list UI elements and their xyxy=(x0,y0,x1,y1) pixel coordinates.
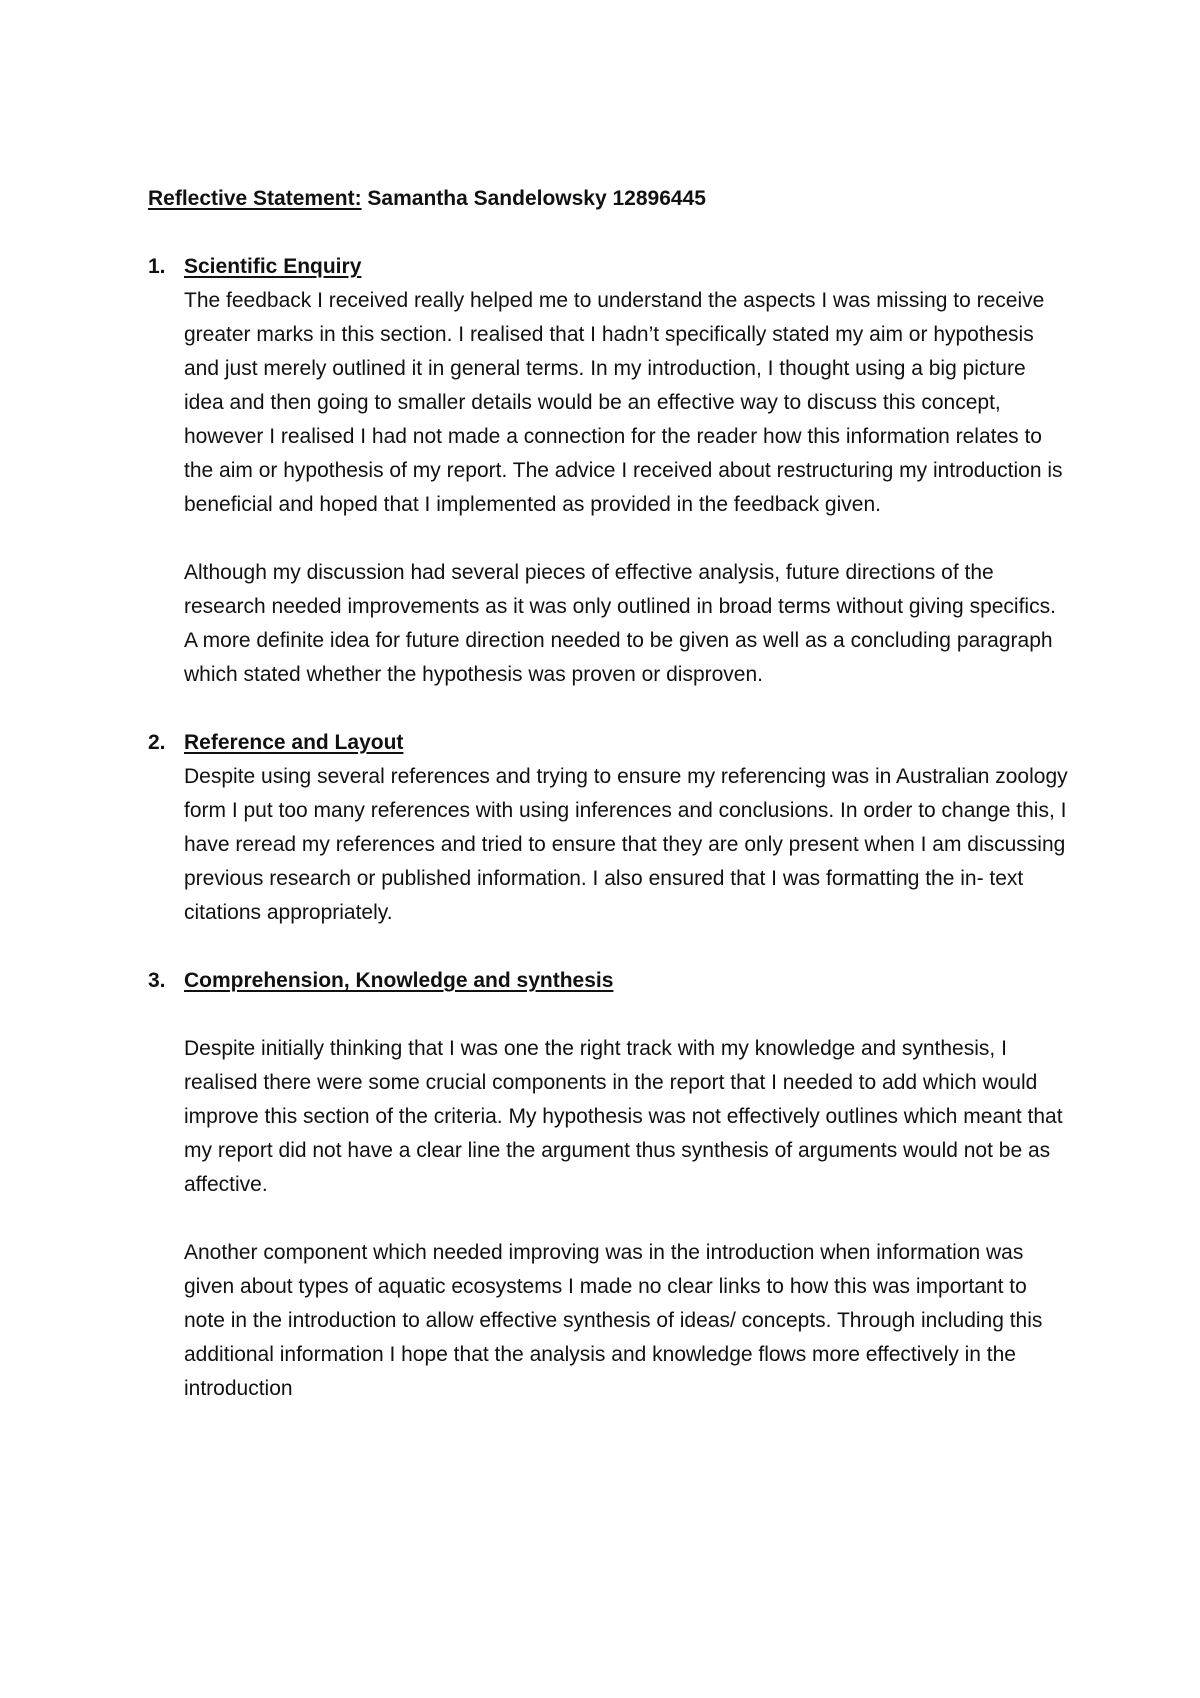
section-reference-and-layout xyxy=(148,726,1068,930)
paragraph: Another component which needed improving was in the introduction when information was given about types of aquatic ecosystems I made no clear links to how this was important to note in the introduction to allow effective synthesis of ideas/ concepts. Through including this additional information I hope that the analysis and knowledge flows more effectively in the introduction xyxy=(184,1241,1043,1400)
paragraph: Although my discussion had several pieces of effective analysis, future directions of the research needed improvements as it was only outlined in broad terms without giving specifics. A more definite idea for future direction needed to be given as well as a concluding paragraph which stated whether the hypothesis was proven or disproven. xyxy=(184,561,1056,686)
spacer xyxy=(184,522,1068,556)
section-title: Comprehension, Knowledge and synthesis xyxy=(184,969,614,992)
spacer xyxy=(184,998,1068,1032)
spacer xyxy=(184,1202,1068,1236)
section-heading xyxy=(148,250,1068,284)
section-heading xyxy=(148,726,1068,760)
paragraph: Despite using several references and trying to ensure my referencing was in Australian zoology form I put too many references with using inferences and conclusions. In order to change this, I have reread my references and tried to ensure that they are only present when I am discussing previous research or published information. I also ensured that I was formatting the in- text citations appropriately. xyxy=(184,765,1068,924)
document-body xyxy=(148,182,1068,1406)
section-number: 1. xyxy=(148,255,166,278)
paragraph: The feedback I received really helped me to understand the aspects I was missing to receive greater marks in this section. I realised that I hadn’t specifically stated my aim or hypothesis and just merely outlined it in general terms. In my introduction, I thought using a big picture idea and then going to smaller details would be an effective way to discuss this concept, however I realised I had not made a connection for the reader how this information relates to the aim or hypothesis of my report. The advice I received about restructuring my introduction is beneficial and hoped that I implemented as provided in the feedback given. xyxy=(184,289,1063,516)
title-label: Reflective Statement: xyxy=(148,187,362,210)
title-author-id: Samantha Sandelowsky 12896445 xyxy=(361,187,706,210)
section-title: Reference and Layout xyxy=(184,731,404,754)
document-title xyxy=(148,182,1068,216)
section-heading xyxy=(148,964,1068,998)
section-comprehension-knowledge-synthesis xyxy=(148,964,1068,1406)
spacer xyxy=(148,692,1068,726)
section-number: 2. xyxy=(148,731,166,754)
section-scientific-enquiry xyxy=(148,250,1068,692)
section-number: 3. xyxy=(148,969,166,992)
spacer xyxy=(148,930,1068,964)
section-title: Scientific Enquiry xyxy=(184,255,362,278)
spacer xyxy=(148,216,1068,250)
paragraph: Despite initially thinking that I was one the right track with my knowledge and synthesis, I realised there were some crucial components in the report that I needed to add which would improve this section of the criteria. My hypothesis was not effectively outlines which meant that my report did not have a clear line the argument thus synthesis of arguments would not be as affective. xyxy=(184,1037,1063,1196)
